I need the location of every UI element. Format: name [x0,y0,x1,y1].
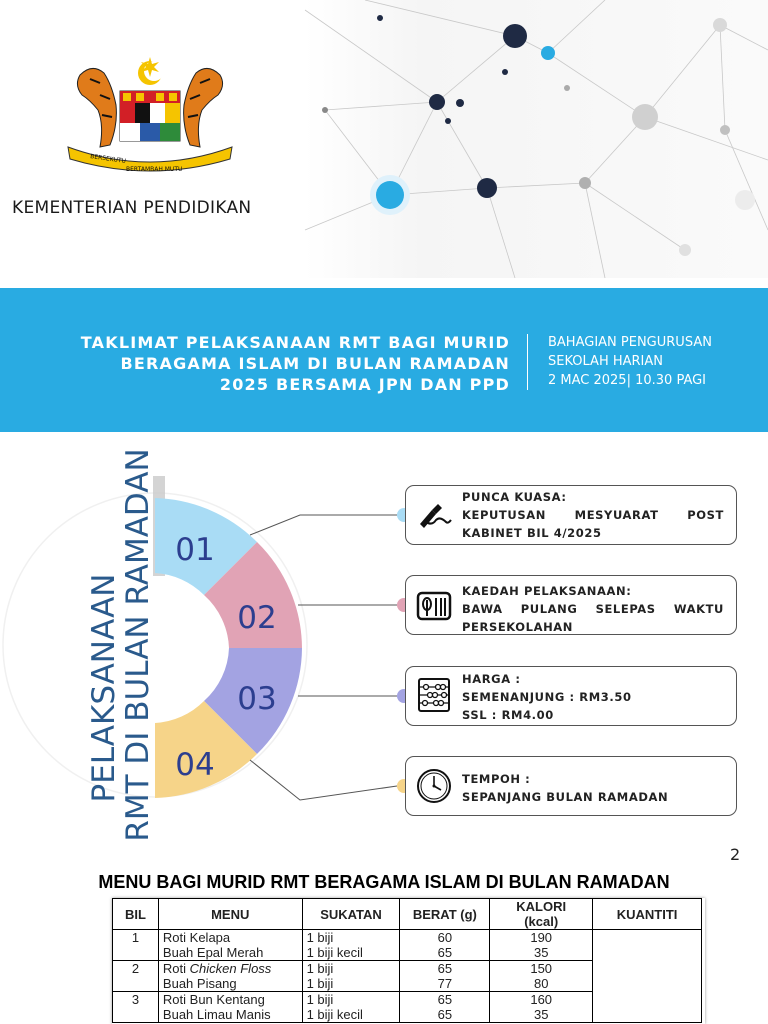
info-box-punca-kuasa [405,485,737,545]
cell-sukatan: 1 biji kecil [302,1007,400,1023]
cell-menu: Buah Pisang [158,976,302,992]
menu-table [112,898,702,1023]
info-heading: PUNCA KUASA: [462,490,567,504]
menu-title: MENU BAGI MURID RMT BERAGAMA ISLAM DI BULAN RAMADAN [98,872,670,892]
cell-berat: 77 [400,976,490,992]
col-header-kuantiti: KUANTITI [593,899,702,930]
info-heading: TEMPOH : [462,772,531,786]
cell-bil: 1 [113,930,159,946]
cell-sukatan: 1 biji [302,992,400,1008]
banner-info [548,333,712,390]
event-datetime: 2 MAC 2025| 10.30 PAGI [548,373,707,388]
cell-menu: Buah Epal Merah [158,945,302,961]
kalori-unit: (kcal) [524,914,559,929]
table-header-row [113,899,702,930]
cell-kalori: 35 [490,1007,593,1023]
info-line: SEPANJANG BULAN RAMADAN [462,790,669,804]
col-header-menu: MENU [158,899,302,930]
segment-number-03: 03 [237,681,277,717]
network-graphic [305,0,768,278]
info-line: SSL : RM4.00 [462,708,554,722]
info-box-kaedah-pelaksanaan [405,575,737,635]
cell-menu: Buah Limau Manis [158,1007,302,1023]
cell-berat: 60 [400,930,490,946]
banner-divider [527,334,528,390]
banner-title: TAKLIMAT PELAKSANAAN RMT BAGI MURID BERAGAMA ISLAM DI BULAN RAMADAN 2025 BERSAMA JPN DAN PPD [80,333,510,394]
cell-berat: 65 [400,1007,490,1023]
ministry-name: KEMENTERIAN PENDIDIKAN [12,198,252,218]
info-line: KEPUTUSAN MESYUARAT POST [462,508,724,522]
cell-sukatan: 1 biji [302,961,400,977]
vertical-title [86,440,180,850]
menu-name-italic: Chicken Floss [189,961,272,976]
info-line: PERSEKOLAHAN [462,620,574,634]
cell-kalori: 190 [490,930,593,946]
info-line: KABINET BIL 4/2025 [462,526,602,540]
cell-kalori: 160 [490,992,593,1008]
cell-kalori: 35 [490,945,593,961]
vertical-title-line2: RMT DI BULAN RAMADAN [120,448,156,842]
cell-menu [158,961,302,977]
cell-sukatan: 1 biji kecil [302,945,400,961]
cell-sukatan: 1 biji [302,976,400,992]
info-line: BAWA PULANG SELEPAS WAKTU [462,602,724,616]
cell-berat: 65 [400,992,490,1008]
kalori-label: KALORI [516,899,567,914]
food-container-icon [416,588,452,624]
svg-text:BERTAMBAH MUTU: BERTAMBAH MUTU [126,166,183,173]
info-box-harga [405,666,737,726]
division-name-line2: SEKOLAH HARIAN [548,354,664,369]
cell-menu: Roti Kelapa [158,930,302,946]
cell-berat: 65 [400,945,490,961]
col-header-berat: BERAT (g) [400,899,490,930]
malaysia-coat-of-arms-icon [60,55,240,175]
page-number: 2 [730,845,741,864]
vertical-title-line1: PELAKSANAAN [86,573,122,803]
abacus-icon [416,677,452,713]
menu-name: Roti [162,961,190,976]
cell-bil [113,945,159,961]
info-line: SEMENANJUNG : RM3.50 [462,690,632,704]
cell-kalori: 80 [490,976,593,992]
menu-table-container [112,898,705,1024]
col-header-sukatan: SUKATAN [302,899,400,930]
segment-number-01: 01 [175,532,215,568]
cell-bil [113,1007,159,1023]
cell-kalori: 150 [490,961,593,977]
info-heading: HARGA : [462,672,521,686]
title-banner [0,288,768,432]
cell-sukatan: 1 biji [302,930,400,946]
segment-number-02: 02 [237,600,277,636]
info-heading: KAEDAH PELAKSANAAN: [462,584,632,598]
cell-bil: 2 [113,961,159,977]
cell-berat: 65 [400,961,490,977]
info-box-tempoh [405,756,737,816]
cell-kuantiti [593,930,702,1023]
col-header-bil: BIL [113,899,159,930]
division-name-line1: BAHAGIAN PENGURUSAN [548,335,712,350]
table-row [113,930,702,946]
cell-bil: 3 [113,992,159,1008]
signature-pen-icon [416,496,452,532]
cell-menu: Roti Bun Kentang [158,992,302,1008]
segment-number-04: 04 [175,747,215,783]
svg-text:BERSEKUTU: BERSEKUTU [89,153,127,165]
cell-bil [113,976,159,992]
col-header-kalori [490,899,593,930]
clock-icon [416,768,452,804]
